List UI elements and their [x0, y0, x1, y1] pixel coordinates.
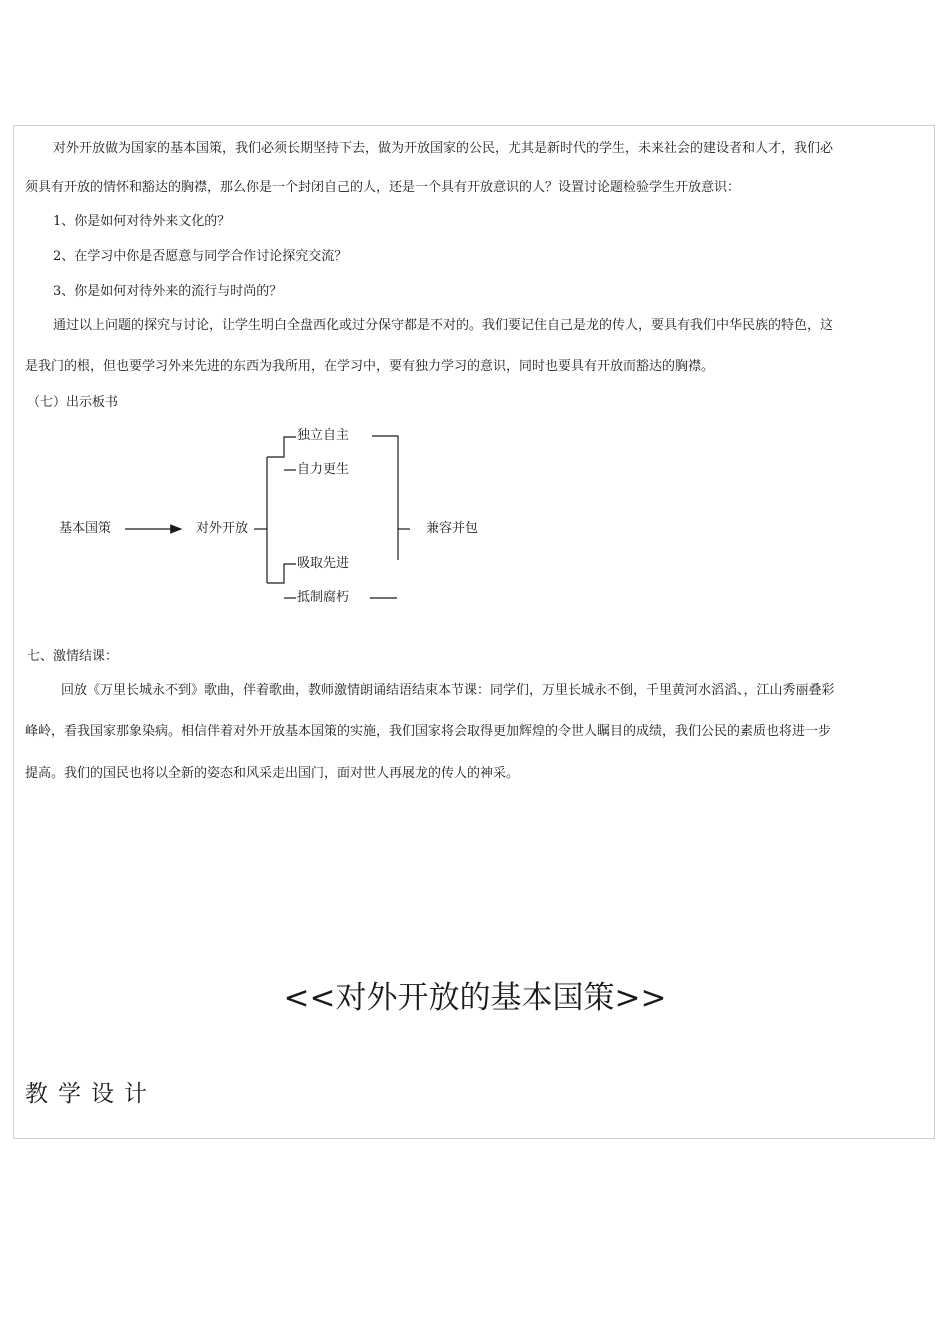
- paragraph-3-line-1: 回放《万里长城永不到》歌曲，伴着歌曲，教师激情朗诵结语结束本节课：同学们，万里长城永不倒，千里黄河水滔滔、，江山秀丽叠彩: [61, 683, 835, 698]
- blackboard-diagram: [0, 0, 950, 640]
- board-branch-1: 独立自主: [297, 428, 350, 443]
- question-1: 1、你是如何对待外来文化的？: [53, 214, 231, 229]
- document-title: <<对外开放的基本国策>>: [283, 980, 667, 1016]
- paragraph-1-line-2: 须具有开放的情怀和豁达的胸襟，那么你是一个封闭自己的人，还是一个具有开放意识的人？设置讨论题检验学生开放意识：: [25, 180, 741, 195]
- document-subtitle: 教学设计: [25, 1081, 157, 1107]
- paragraph-3-line-3: 提高。我们的国民也将以全新的姿态和风采走出国门，面对世人再展龙的传人的神采。: [25, 766, 520, 781]
- section-heading-closing: 七、激情结课：: [27, 649, 119, 664]
- board-result: 兼容并包: [426, 521, 479, 536]
- question-2: 2、在学习中你是否愿意与同学合作讨论探究交流？: [53, 249, 348, 264]
- paragraph-1-line-1: 对外开放做为国家的基本国策，我们必须长期坚持下去，做为开放国家的公民，尤其是新时代的学生，未来社会的建设者和人才，我们必: [53, 141, 834, 156]
- board-branch-3: 吸取先进: [297, 556, 350, 571]
- question-3: 3、你是如何对待外来的流行与时尚的？: [53, 284, 283, 299]
- paragraph-2-line-2: 是我门的根，但也要学习外来先进的东西为我所用，在学习中，要有独力学习的意识，同时也要具有开放而豁达的胸襟。: [25, 359, 715, 374]
- paragraph-3-line-2: 峰岭，看我国家那象染病。相信伴着对外开放基本国策的实施，我们国家将会取得更加辉煌的令世人瞩目的成绩，我们公民的素质也将进一步: [25, 724, 832, 739]
- board-branch-4: 抵制腐朽: [297, 590, 350, 605]
- section-heading-blackboard: （七）出示板书: [27, 395, 119, 410]
- paragraph-2-line-1: 通过以上问题的探究与讨论，让学生明白全盘西化或过分保守都是不对的。我们要记住自己是龙的传人，要具有我们中华民族的特色，这: [53, 318, 834, 333]
- branch-lower: [267, 564, 296, 583]
- board-root: 基本国策: [59, 521, 112, 536]
- board-branch-2: 自力更生: [297, 462, 350, 477]
- board-center: 对外开放: [196, 521, 249, 536]
- branch-upper: [267, 437, 296, 457]
- right-bracket: [372, 436, 398, 560]
